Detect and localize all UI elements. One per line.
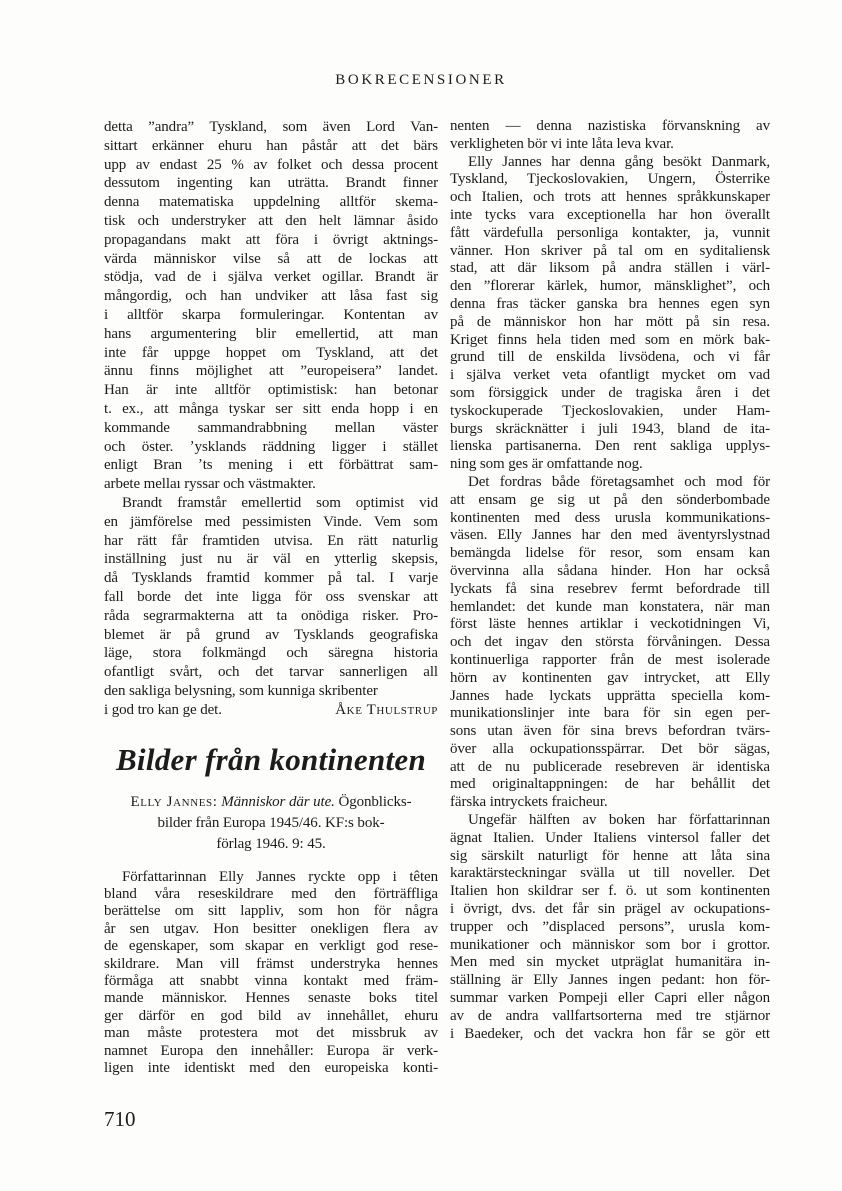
text-line: burgs skräcknätter i juli 1943, bland de ita- <box>450 420 770 437</box>
text-line: Men med sin mycket utpräglat humanitära in- <box>450 954 770 971</box>
text-line: propagandans makt att föra i övrigt aktnings- <box>104 231 438 248</box>
text-line: förmåga att snabbt vinna kontakt med främ- <box>104 972 438 989</box>
text-line: namnet Europa den innehåller: Europa är verk- <box>104 1042 438 1059</box>
text-line: Italien hon skildrar ser f. ö. ut som kontinenten <box>450 883 770 900</box>
text-line: först läste hennes artiklar i veckotidningen Vi, <box>450 616 770 633</box>
text-line: stödja, vad de i själva verket ogillar. Brandt är <box>104 269 438 286</box>
text-line: kontinenten med dess urusla kommunikations- <box>450 509 770 526</box>
text-line: av de andra vallfartsorterna med tre stjärnor <box>450 1007 770 1024</box>
text-line: hemlandet: det kunde man konstatera, när man <box>450 598 770 615</box>
text-line: ställning är Elly Jannes ingen pedant: hon för- <box>450 972 770 989</box>
byline-line-3: förlag 1946. 9: 45. <box>216 835 326 852</box>
text-line: munikationslinjer inte bara för sin egen per- <box>450 705 770 722</box>
text-line: detta ”andra” Tyskland, som även Lord Van- <box>104 119 438 135</box>
text-line: Det fordras både företagsamhet och mod för <box>468 473 770 490</box>
paragraph <box>450 474 770 812</box>
text-line: upp av endast 25 % av folket och dessa procent <box>104 156 438 173</box>
text-line: sittart erkänner ehuru han påstår att det bärs <box>104 137 438 154</box>
text-line: arbete mellaı ryssar och västmakter. <box>104 476 316 493</box>
text-line: summar varken Pompeji eller Capri eller någon <box>450 990 770 1007</box>
text-line: i själva verket veta ofantligt mycket om vad <box>450 367 770 384</box>
text-line: ofantligt svårt, och det tarvar sannerligen all <box>104 664 438 681</box>
text-line: kommande sammandrabbning mellan väster <box>104 419 438 436</box>
text-line: i alltför skarpa formuleringar. Kontentan av <box>104 306 438 323</box>
text-line: med originaltappningen: de har behållit det <box>450 776 770 793</box>
text-line: Författarinnan Elly Jannes ryckte opp i têten <box>122 868 438 885</box>
text-line: den ”florerar kärlek, humor, mänsklighet”, och <box>450 278 770 295</box>
book-byline <box>104 792 438 855</box>
text-line: lienska partisanerna. Den rent sakliga upplys- <box>450 438 770 455</box>
text-line: ägnat Italien. Under Italiens vintersol faller det <box>450 829 770 846</box>
text-line: har rätt får framtiden utvisa. En rätt naturlig <box>104 532 438 549</box>
text-line: nenten — denna nazistiska förvanskning av <box>450 118 770 134</box>
text-line: tyskockuperade Tjeckoslovakien, under Ham- <box>450 402 770 419</box>
text-line: mångordig, och han undviker att låsa fast sig <box>104 288 438 305</box>
text-line: hörn av kontinenten gav intrycket, att Elly <box>450 669 770 686</box>
running-head: BOKRECENSIONER <box>335 72 507 88</box>
text-line: Elly Jannes har denna gång besökt Danmark, <box>468 153 770 170</box>
text-line: Tyskland, Tjeckoslovakien, Ungern, Österrike <box>450 171 770 188</box>
text-line: på de människor hon har mött på sin resa. <box>450 313 770 330</box>
text-line: och Italien, och trots att hennes språkkunskaper <box>450 189 770 206</box>
text-line: dessutom ingenting kan uträtta. Brandt finner <box>104 175 438 192</box>
text-line: Kriget finns hela tiden med som en mörk bak- <box>450 331 770 348</box>
text-line: berättelse om sitt lappliv, som hon för några <box>104 903 438 920</box>
text-line: Jannes hade lyckats upprätta speciella kom- <box>450 687 770 704</box>
text-line: Han är inte alltför optimistisk: han betonar <box>104 382 438 399</box>
review-jannes-body-left <box>104 869 438 1078</box>
text-line: skildrare. Man vill främst understryka hennes <box>104 955 438 972</box>
text-line: över alla ockupationsspärrar. Det bör sägas, <box>450 740 770 757</box>
paragraph <box>450 154 770 474</box>
text-line: att ensam ge sig ut på den sönderbombade <box>450 491 770 508</box>
text-line: lyckats få sina resebrev fermt befordrade till <box>450 580 770 597</box>
text-line: sons utan även för sina brevs befordran tvärs- <box>450 723 770 740</box>
paragraph <box>450 118 770 154</box>
text-line: fall borde det inte ligga för oss svenskar att <box>104 588 438 605</box>
text-line: man måste protestera mot det missbruk av <box>104 1025 438 1042</box>
text-line: Brandt framstår emellertid som optimist vid <box>122 494 438 511</box>
text-line: t. ex., att många tyskar ser sitt enda hopp i en <box>104 400 438 417</box>
text-line: sig särskilt naturligt för henne att låta sina <box>450 847 770 864</box>
text-line: bland våra reseskildrare med den förträffliga <box>104 885 438 902</box>
text-line: år sen utgav. Hon besitter onekligen flera av <box>104 920 438 937</box>
right-column <box>450 118 770 1043</box>
text-line: en jämförelse med pessimisten Vinde. Vem som <box>104 513 438 530</box>
text-line: fått värdefulla personliga kontakter, ja, vunnit <box>450 224 770 241</box>
text-line: denna fras täcker ganska bra hennes egen syn <box>450 295 770 312</box>
paragraph <box>104 118 438 494</box>
text-line: de egenskaper, som skapar en verkligt god rese- <box>104 938 438 955</box>
text-line: inte får uppge hoppet om Tyskland, att det <box>104 344 438 361</box>
text-line: hans argumentering blir emellertid, att man <box>104 325 438 342</box>
review-thulstrup-body <box>104 118 438 701</box>
byline-line-1 <box>104 792 438 813</box>
text-line: i Baedeker, och det vackra hon får se gör ett <box>450 1025 770 1042</box>
text-line: läge, stora folkmängd och säregna historia <box>104 645 438 662</box>
text-line: då Tysklands framtid kommer på tal. I varje <box>104 570 438 587</box>
text-line: i övrigt, dvs. det får sin prägel av ockupations- <box>450 901 770 918</box>
byline-subtitle: Ögonblicks- <box>338 793 412 810</box>
paragraph <box>104 869 438 1078</box>
text-line: som försiggick under de tragiska åren i det <box>450 384 770 401</box>
article-title: Bilder från kontinenten <box>115 741 427 777</box>
byline-line-2: bilder från Europa 1945/46. KF:s bok- <box>157 814 385 831</box>
text-line: bemängda lidelse för resor, som ensam kan <box>450 545 770 562</box>
text-line: den sakliga belysning, som kunniga skribenter <box>104 682 378 699</box>
text-line: karaktärsteckningar svälla ut till noveller. Det <box>450 865 770 882</box>
byline-author: Elly Jannes: <box>130 793 218 810</box>
text-line: grund till de enskilda livsödena, och vi får <box>450 349 770 366</box>
text-line: trupper och ”displaced persons”, urusla kom- <box>450 918 770 935</box>
text-line: vänner. Hon skriver på tal om en syditaliensk <box>450 242 770 259</box>
text-line: verkligheten bör vi inte låta leva kvar. <box>450 135 674 152</box>
text-line: övervinna alla sådana hinder. Hon har också <box>450 562 770 579</box>
text-line: väsen. Elly Jannes har den med äventyrslystnad <box>450 527 770 544</box>
text-line: tisk och understryker att den helt lämnar åsido <box>104 212 438 229</box>
page-number: 710 <box>104 1107 136 1132</box>
text-line: att de nu publicerade resebreven är identiska <box>450 758 770 775</box>
text-line: ligen inte identiskt med den europeiska konti- <box>104 1059 438 1076</box>
text-line: och öster. ʼysklands räddning ligger i stället <box>104 438 438 455</box>
text-line: denna matematiska uppdelning alltför skema- <box>104 194 438 211</box>
left-column <box>104 118 438 1131</box>
text-line: munikationer och människor som bor i grottor. <box>450 936 770 953</box>
text-line: Ungefär hälften av boken har författarinnan <box>468 812 770 829</box>
text-line: enligt Bran ʼts mening i ett förbättrat sam- <box>104 457 438 474</box>
text-line: kontinuerliga rapporter från de mest isolerade <box>450 651 770 668</box>
text-line: blemet är på grund av Tysklands geografiska <box>104 626 438 643</box>
paragraph <box>104 494 438 701</box>
text-line: inställning just nu är väl en ytterlig skepsis, <box>104 551 438 568</box>
text-line: ger därför en god bild av innehållet, ehuru <box>104 1007 438 1024</box>
reviewer-signature: Åke Thulstrup <box>335 701 438 718</box>
text-line: ning som ges är omfattande nog. <box>450 456 643 473</box>
text-line: stad, att där liksom på andra ställen i värl- <box>450 260 770 277</box>
review-jannes-body-right <box>450 118 770 1043</box>
text-line: färska intryckets fraicheur. <box>450 794 608 811</box>
text-line: och det ingav den största förvåningen. Dessa <box>450 634 770 651</box>
text-line: värda människor vilse så att de lockas att <box>104 250 438 267</box>
paragraph <box>450 812 770 1043</box>
text-line: mande människor. Hennes senaste boks titel <box>104 990 438 1007</box>
closing-line <box>104 701 438 720</box>
closing-text: i god tro kan ge det. <box>104 701 222 718</box>
byline-book-title: Människor där ute. <box>221 793 335 810</box>
text-line: inte tycks vara exceptionella har hon överallt <box>450 206 770 223</box>
text-line: ännu finns möjlighet att ”europeisera” landet. <box>104 363 438 380</box>
text-line: råda segrarmakterna att ta onödiga risker. Pro- <box>104 607 438 624</box>
